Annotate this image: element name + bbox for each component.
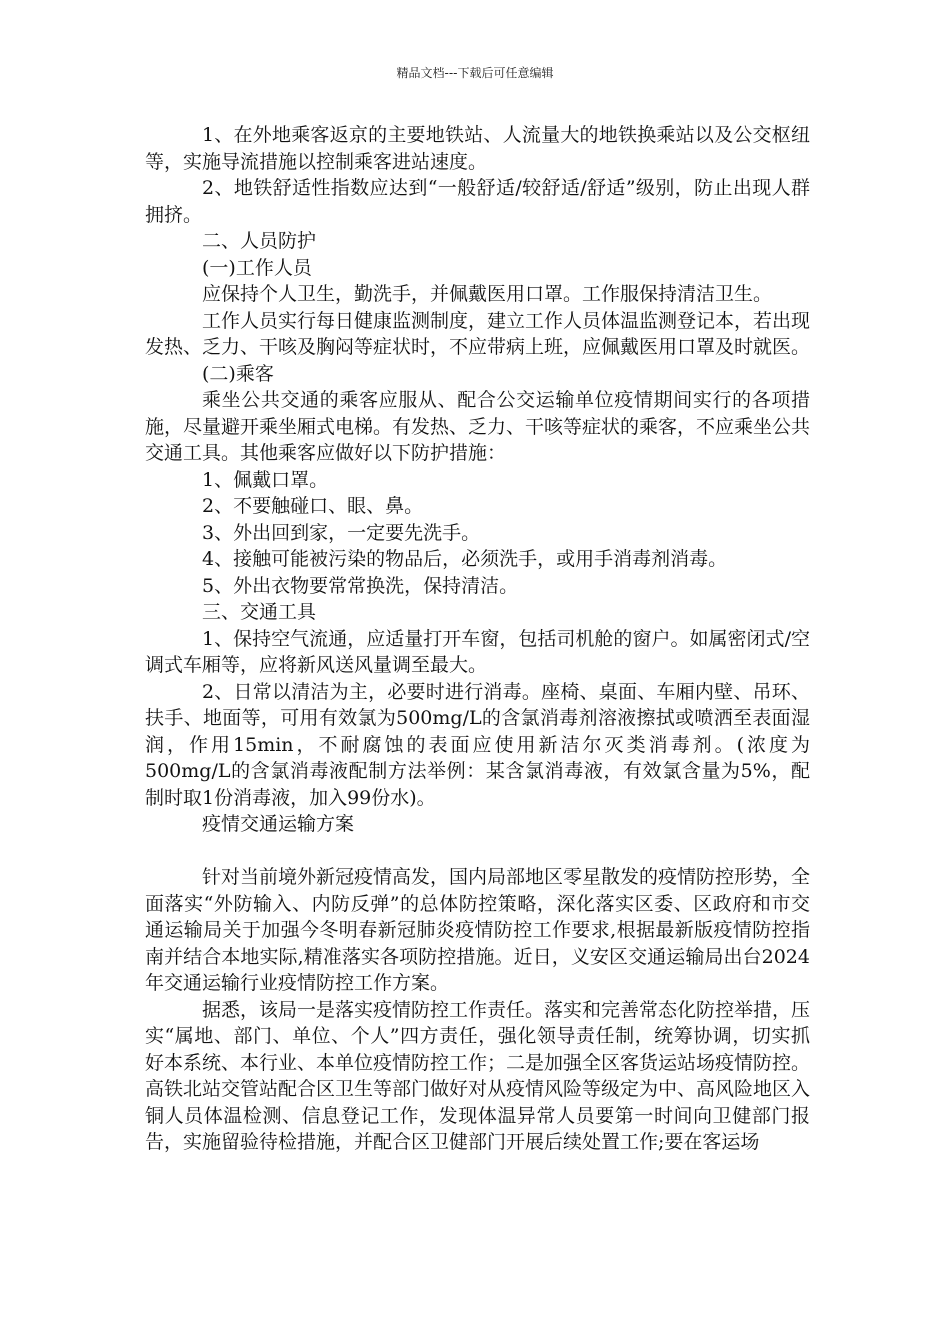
list-item: 2、不要触碰口、眼、鼻。: [202, 495, 424, 517]
page-header: 精品文档---下载后可任意编辑: [396, 66, 554, 80]
paragraph: 2、地铁舒适性指数应达到“一般舒适/较舒适/舒适”级别，防止出现人群拥挤。: [145, 177, 810, 226]
paragraph: 1、在外地乘客返京的主要地铁站、人流量大的地铁换乘站以及公交枢纽等，实施导流措施以控制乘客进站速度。: [145, 124, 810, 173]
paragraph: 据悉，该局一是落实疫情防控工作责任。落实和完善常态化防控举措，压实“属地、部门、单位、个人”四方责任，强化领导责任制，统筹协调，切实抓好本系统、本行业、本单位疫情防控工作；二是加强全区客货运站场疫情防控。高铁北站交管站配合区卫生等部门做好对从疫情风险等级定为中、高风险地区入铜人员体温检测、信息登记工作，发现体温异常人员要第一时间向卫健部门报告，实施留验待检措施，并配合区卫健部门开展后续处置工作;要在客运场: [145, 998, 811, 1153]
list-item: 4、接触可能被污染的物品后，必须洗手，或用手消毒剂消毒。: [202, 548, 728, 570]
list-item: 3、外出回到家，一定要先洗手。: [202, 521, 481, 544]
paragraph: 1、保持空气流通，应适量打开车窗，包括司机舱的窗户。如属密闭式/空调式车厢等，应将新风送风量调至最大。: [145, 627, 810, 676]
document-body: [145, 122, 810, 1156]
paragraph: 乘坐公共交通的乘客应服从、配合公交运输单位疫情期间实行的各项措施，尽量避开乘坐厢式电梯。有发热、乏力、干咳等症状的乘客，不应乘坐公共交通工具。其他乘客应做好以下防护措施：: [145, 389, 811, 464]
list-item: 5、外出衣物要常常换洗，保持清洁。: [202, 574, 519, 597]
paragraph: 2、日常以清洁为主，必要时进行消毒。座椅、桌面、车厢内壁、吊环、扶手、地面等，可用有效氯为500mg/L的含氯消毒剂溶液擦拭或喷洒至表面湿润，作用15min，不耐腐蚀的表面应使用新洁尔灭类消毒剂。(浓度为500mg/L的含氯消毒液配制方法举例：某含氯消毒液，有效氯含量为5%，配制时取1份消毒液，加入99份水)。: [145, 680, 810, 809]
list-item: 1、佩戴口罩。: [202, 468, 329, 491]
blank-line: [145, 838, 810, 865]
paragraph: 应保持个人卫生，勤洗手，并佩戴医用口罩。工作服保持清洁卫生。: [202, 283, 773, 305]
subsection-heading: (二)乘客: [202, 362, 274, 385]
paragraph: 工作人员实行每日健康监测制度，建立工作人员体温监测登记本，若出现发热、乏力、干咳及胸闷等症状时，不应带病上班，应佩戴医用口罩及时就医。: [145, 309, 811, 358]
article-title: 疫情交通运输方案: [202, 813, 355, 835]
subsection-heading: (一)工作人员: [202, 256, 312, 279]
section-heading: 二、人员防护: [202, 230, 317, 252]
paragraph: 针对当前境外新冠疫情高发，国内局部地区零星散发的疫情防控形势，全面落实“外防输入、内防反弹”的总体防控策略，深化落实区委、区政府和市交通运输局关于加强今冬明春新冠肺炎疫情防控工作要求,根据最新版疫情防控指南并结合本地实际,精准落实各项防控措施。近日，义安区交通运输局出台2024年交通运输行业疫情防控工作方案。: [145, 866, 811, 994]
section-heading: 三、交通工具: [202, 601, 317, 623]
